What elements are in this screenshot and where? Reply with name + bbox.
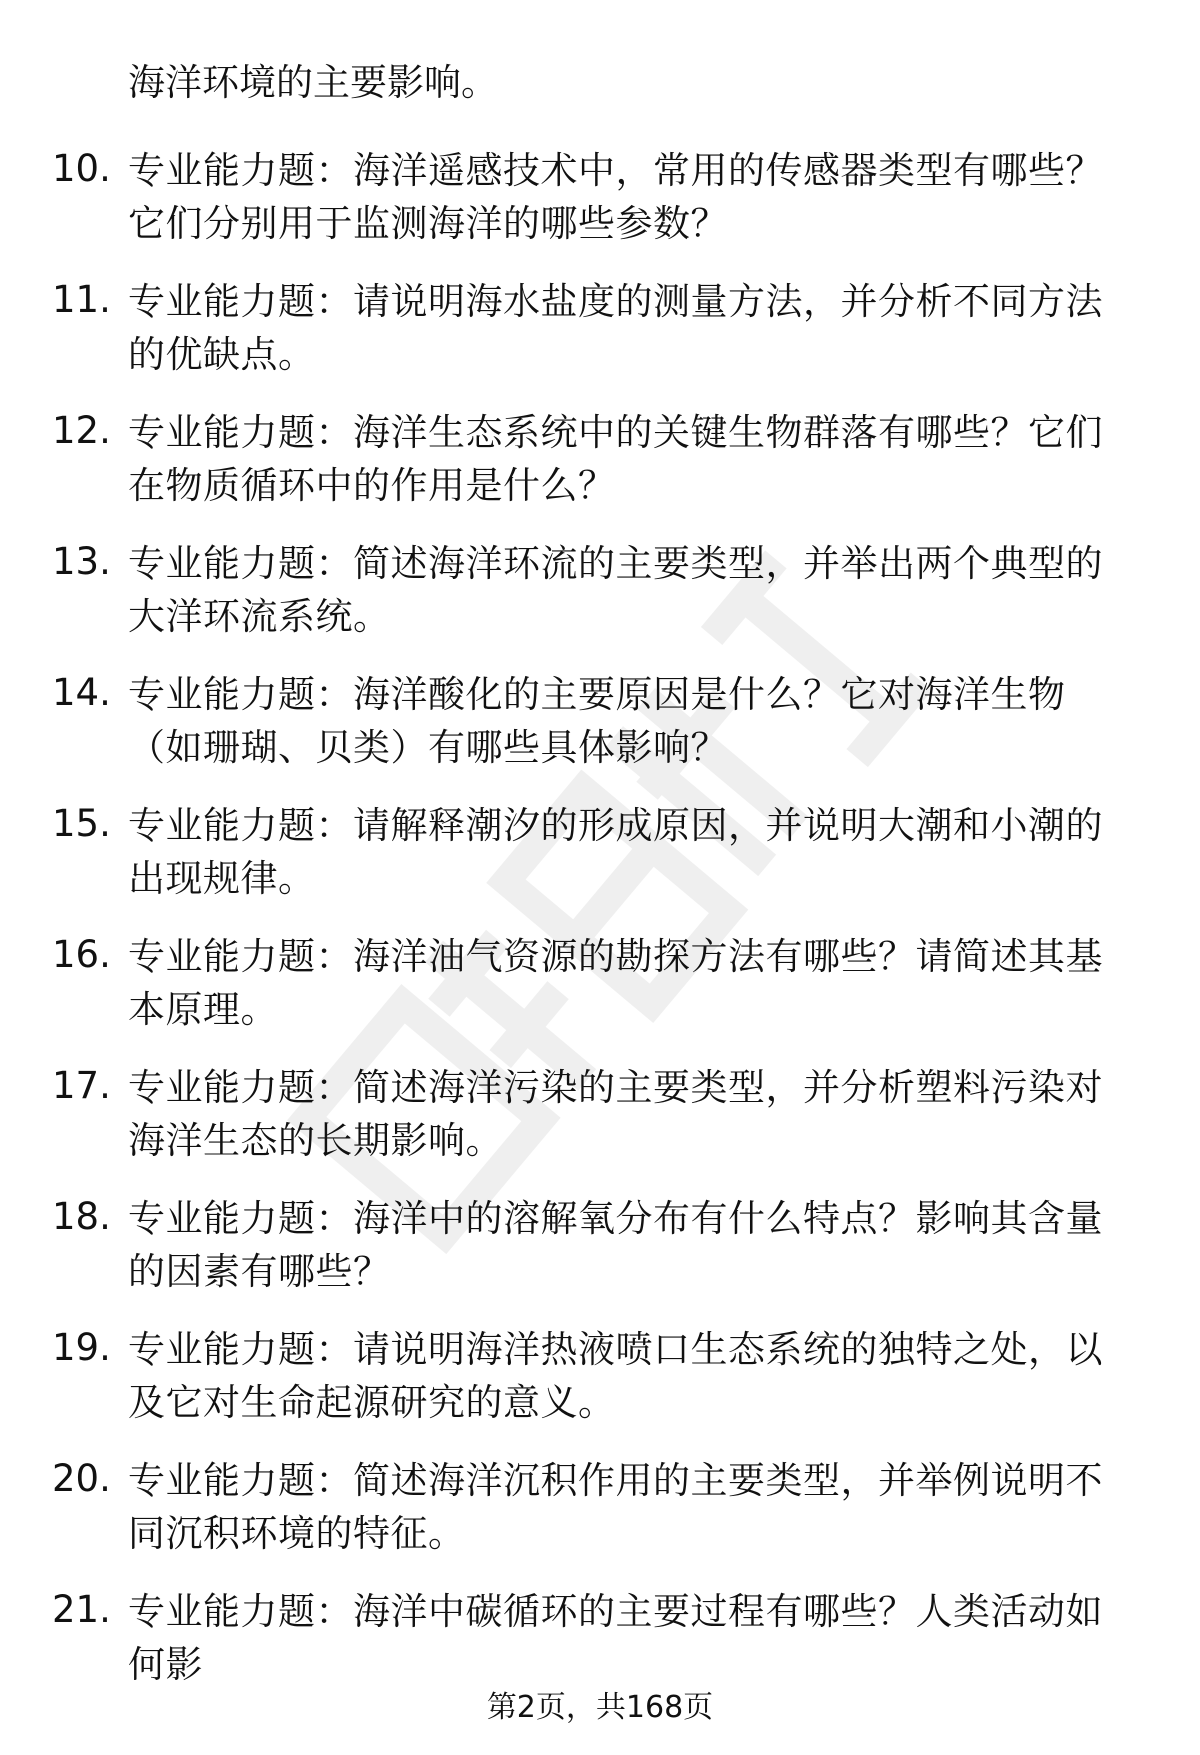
question-item — [0, 140, 1200, 260]
question-item — [0, 795, 1200, 915]
question-text: 专业能力题：简述海洋沉积作用的主要类型，并举例说明不同沉积环境的特征。 — [128, 1459, 1103, 1555]
question-item — [0, 1581, 1200, 1701]
question-item — [0, 271, 1200, 391]
question-text: 专业能力题：海洋遥感技术中，常用的传感器类型有哪些？它们分别用于监测海洋的哪些参数？ — [128, 149, 1103, 245]
question-number: 11. — [52, 278, 111, 321]
question-number: 10. — [52, 147, 111, 190]
question-list — [0, 140, 1200, 1712]
question-number: 17. — [52, 1064, 111, 1107]
question-number: 13. — [52, 540, 111, 583]
question-number: 12. — [52, 409, 111, 452]
question-item — [0, 1450, 1200, 1570]
question-text: 专业能力题：简述海洋环流的主要类型，并举出两个典型的大洋环流系统。 — [128, 542, 1103, 638]
question-number: 15. — [52, 802, 111, 845]
question-text: 专业能力题：海洋中的溶解氧分布有什么特点？影响其含量的因素有哪些？ — [128, 1197, 1103, 1293]
page-footer: 第2页，共168页 — [486, 1690, 714, 1725]
continuation-text: 海洋环境的主要影响。 — [128, 61, 498, 104]
question-text: 专业能力题：海洋中碳循环的主要过程有哪些？人类活动如何影 — [128, 1590, 1103, 1686]
question-item — [0, 926, 1200, 1046]
question-text: 专业能力题：请说明海洋热液喷口生态系统的独特之处，以及它对生命起源研究的意义。 — [128, 1328, 1103, 1424]
question-number: 18. — [52, 1195, 111, 1238]
question-item — [0, 1319, 1200, 1439]
question-number: 20. — [52, 1457, 111, 1500]
question-number: 19. — [52, 1326, 111, 1369]
question-text: 专业能力题：海洋酸化的主要原因是什么？它对海洋生物（如珊瑚、贝类）有哪些具体影响？ — [128, 673, 1066, 769]
question-text: 专业能力题：简述海洋污染的主要类型，并分析塑料污染对海洋生态的长期影响。 — [128, 1066, 1103, 1162]
question-item — [0, 1057, 1200, 1177]
question-text: 专业能力题：海洋生态系统中的关键生物群落有哪些？它们在物质循环中的作用是什么？ — [128, 411, 1103, 507]
question-number: 16. — [52, 933, 111, 976]
question-text: 专业能力题：请解释潮汐的形成原因，并说明大潮和小潮的出现规律。 — [128, 804, 1103, 900]
question-number: 14. — [52, 671, 111, 714]
question-item — [0, 402, 1200, 522]
question-text: 专业能力题：海洋油气资源的勘探方法有哪些？请简述其基本原理。 — [128, 935, 1103, 1031]
question-item — [0, 533, 1200, 653]
question-text: 专业能力题：请说明海水盐度的测量方法，并分析不同方法的优缺点。 — [128, 280, 1103, 376]
question-item — [0, 664, 1200, 784]
question-number: 21. — [52, 1588, 111, 1631]
question-item — [0, 1188, 1200, 1308]
